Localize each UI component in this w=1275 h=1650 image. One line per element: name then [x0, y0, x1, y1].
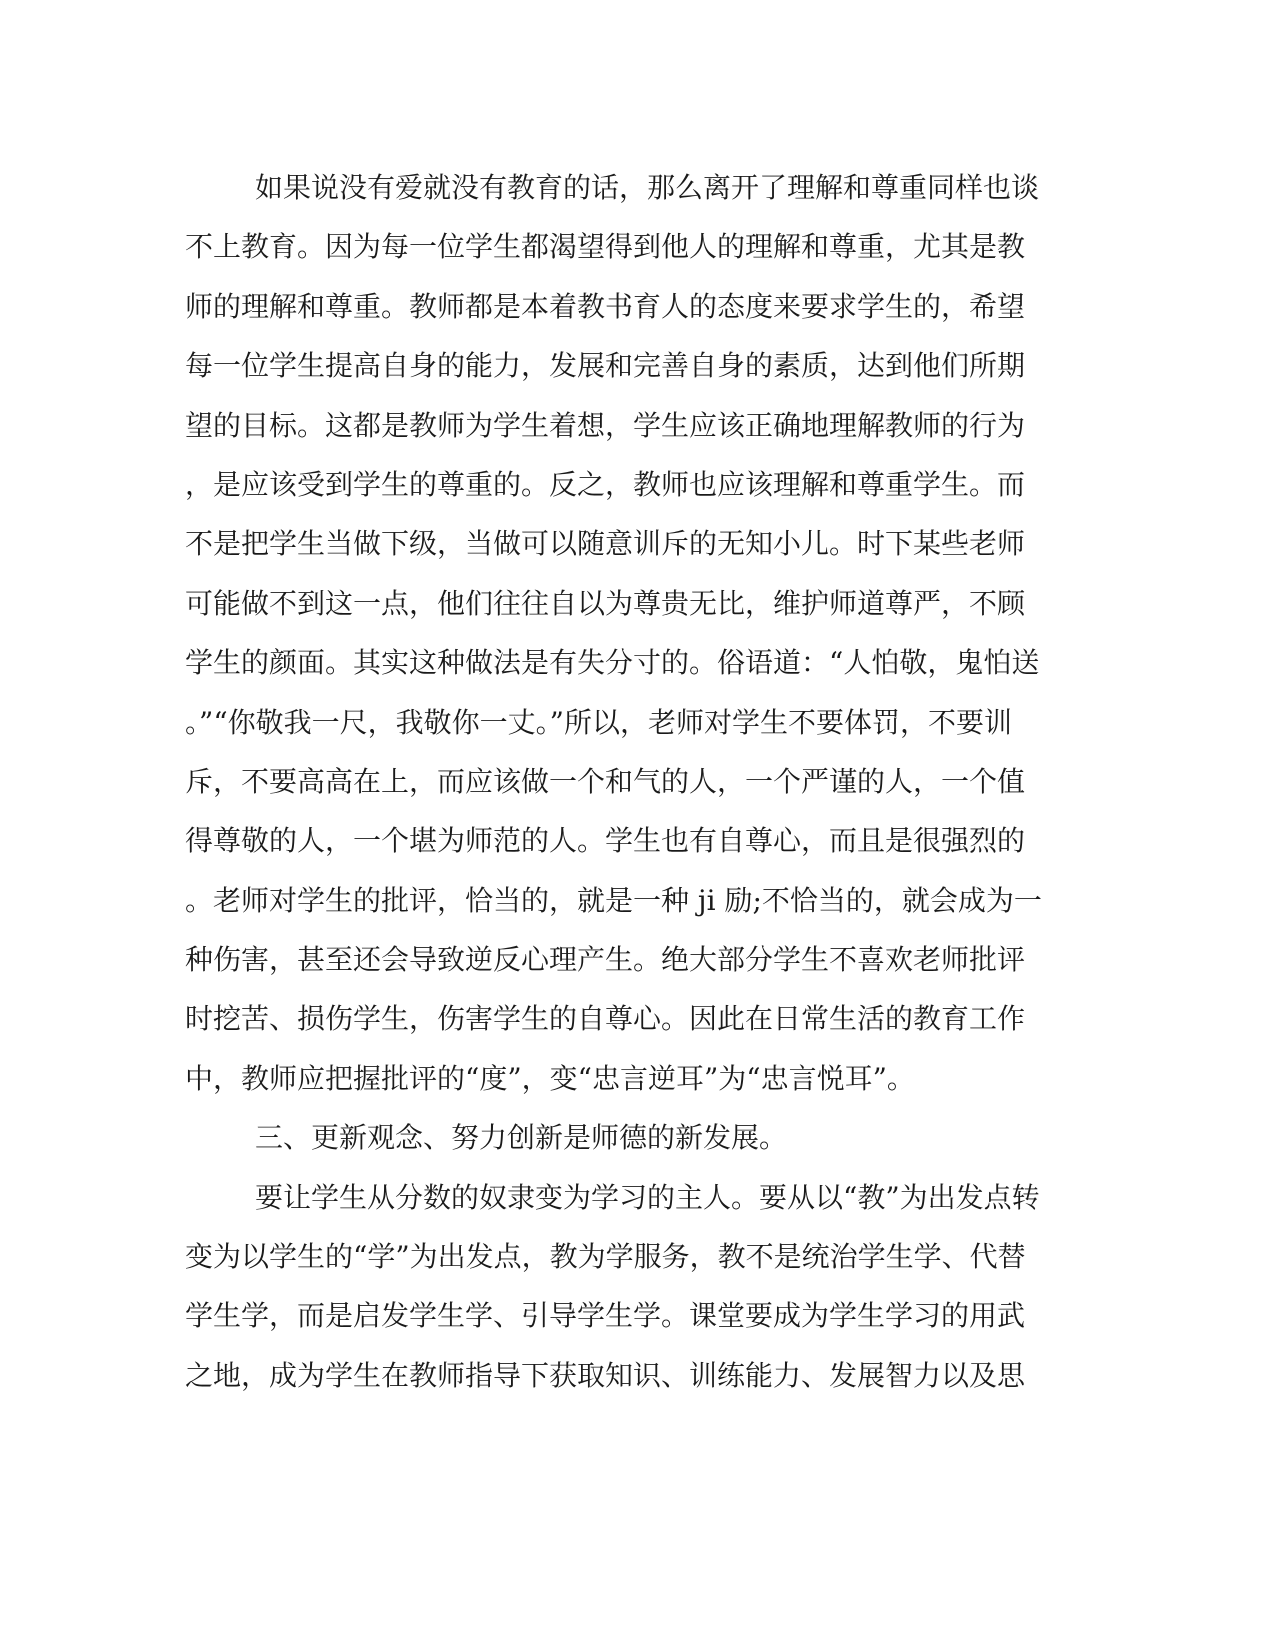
paragraph-1-line-8: 可能做不到这一点，他们往往自以为尊贵无比，维护师道尊严，不顾	[185, 586, 1026, 620]
paragraph-1-line-3: 师的理解和尊重。教师都是本着教书育人的态度来要求学生的，希望	[185, 289, 1026, 323]
paragraph-1-line-7: 不是把学生当做下级，当做可以随意训斥的无知小儿。时下某些老师	[185, 527, 1026, 561]
paragraph-1-line-11: 斥，不要高高在上，而应该做一个和气的人，一个严谨的人，一个值	[185, 764, 1026, 798]
paragraph-2-line-4: 之地，成为学生在教师指导下获取知识、训练能力、发展智力以及思	[185, 1358, 1026, 1392]
body-text	[185, 158, 1045, 1405]
paragraph-1-line-1: 如果说没有爱就没有教育的话，那么离开了理解和尊重同样也谈	[255, 171, 1040, 204]
paragraph-2-line-2: 变为以学生的“学”为出发点，教为学服务，教不是统治学生学、代替	[185, 1240, 1026, 1274]
paragraph-1-line-4: 每一位学生提高自身的能力，发展和完善自身的素质，达到他们所期	[185, 349, 1026, 383]
paragraph-1-line-6: ，是应该受到学生的尊重的。反之，教师也应该理解和尊重学生。而	[185, 467, 1026, 501]
paragraph-1-line-14: 种伤害，甚至还会导致逆反心理产生。绝大部分学生不喜欢老师批评	[185, 943, 1026, 977]
paragraph-1-line-10: 。”“你敬我一尺，我敬你一丈。”所以，老师对学生不要体罚，不要训	[185, 705, 1012, 739]
paragraph-2-line-3: 学生学，而是启发学生学、引导学生学。课堂要成为学生学习的用武	[185, 1299, 1026, 1333]
paragraph-1-line-16: 中，教师应把握批评的“度”，变“忠言逆耳”为“忠言悦耳”。	[185, 1061, 915, 1095]
section-heading: 三、更新观念、努力创新是师德的新发展。	[255, 1121, 788, 1155]
paragraph-1-line-2: 不上教育。因为每一位学生都渴望得到他人的理解和尊重，尤其是教	[185, 230, 1026, 264]
paragraph-1-line-15: 时挖苦、损伤学生，伤害学生的自尊心。因此在日常生活的教育工作	[185, 1002, 1026, 1036]
paragraph-2-line-1: 要让学生从分数的奴隶变为学习的主人。要从以“教”为出发点转	[255, 1180, 1040, 1214]
paragraph-1-line-13: 。老师对学生的批评，恰当的，就是一种 ji 励;不恰当的，就会成为一	[185, 883, 1042, 917]
paragraph-1-line-5: 望的目标。这都是教师为学生着想，学生应该正确地理解教师的行为	[185, 408, 1026, 442]
paragraph-1-line-9: 学生的颜面。其实这种做法是有失分寸的。俗语道：“人怕敬，鬼怕送	[185, 646, 1040, 680]
paragraph-1-line-12: 得尊敬的人，一个堪为师范的人。学生也有自尊心，而且是很强烈的	[185, 824, 1026, 858]
